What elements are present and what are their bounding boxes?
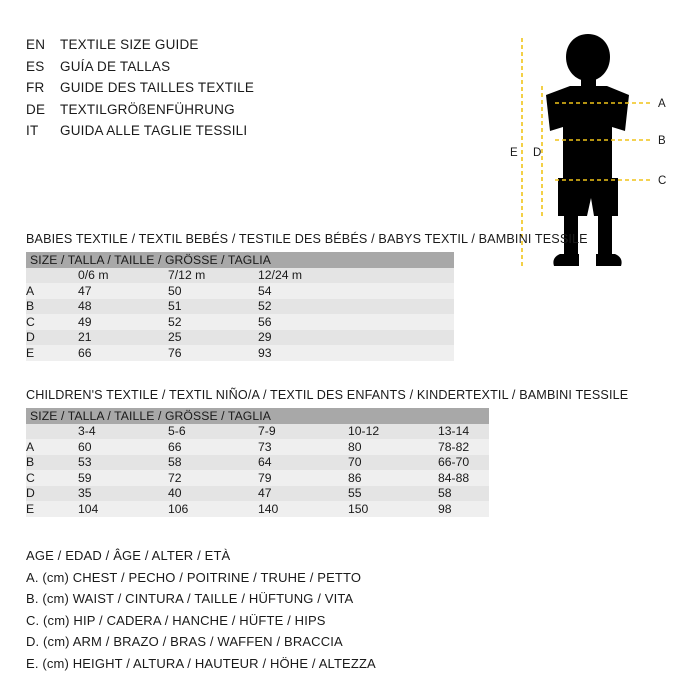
children-table-block	[26, 388, 674, 517]
cell-value: 52	[254, 299, 454, 315]
language-code: DE	[26, 101, 46, 117]
cell-value: 56	[254, 314, 454, 330]
cell-value: 55	[344, 486, 434, 502]
marker-E: E	[510, 147, 518, 159]
cell-value: 52	[164, 314, 254, 330]
cell-value: 66-70	[434, 455, 489, 471]
table-row	[26, 470, 489, 486]
column-header: 7/12 m	[164, 268, 254, 284]
cell-value: 104	[74, 501, 164, 517]
language-code: IT	[26, 123, 39, 138]
language-code: EN	[26, 37, 46, 52]
cell-value: 86	[344, 470, 434, 486]
size-header-cell: SIZE / TALLA / TAILLE / GRÖSSE / TAGLIA	[26, 252, 454, 268]
language-code: ES	[26, 58, 45, 74]
babies-size-table	[26, 252, 454, 361]
row-label: D	[26, 330, 74, 346]
column-header-empty	[26, 268, 74, 284]
cell-value: 66	[164, 439, 254, 455]
language-title: TEXTILGRÖßENFÜHRUNG	[60, 101, 235, 117]
legend-line: E. (cm) HEIGHT / ALTURA / HAUTEUR / HÖHE / ALTEZZA	[26, 655, 376, 671]
cell-value: 72	[164, 470, 254, 486]
table-header-row	[26, 252, 454, 268]
marker-A: A	[658, 98, 666, 110]
row-label: A	[26, 283, 74, 299]
language-header	[26, 34, 486, 142]
language-row	[26, 56, 486, 78]
cell-value: 84-88	[434, 470, 489, 486]
table-row	[26, 330, 454, 346]
cell-value: 35	[74, 486, 164, 502]
measurement-legend	[26, 545, 586, 674]
language-row	[26, 99, 486, 121]
column-header: 10-12	[344, 424, 434, 440]
table-row	[26, 299, 454, 315]
cell-value: 29	[254, 330, 454, 346]
cell-value: 59	[74, 470, 164, 486]
row-label: E	[26, 345, 74, 361]
cell-value: 47	[254, 486, 344, 502]
language-title: TEXTILE SIZE GUIDE	[60, 37, 199, 52]
column-header-empty	[26, 424, 74, 440]
cell-value: 98	[434, 501, 489, 517]
cell-value: 54	[254, 283, 454, 299]
column-header: 12/24 m	[254, 268, 454, 284]
language-title: GUÍA DE TALLAS	[60, 58, 171, 74]
cell-value: 80	[344, 439, 434, 455]
column-header: 5-6	[164, 424, 254, 440]
table-row	[26, 501, 489, 517]
cell-value: 47	[74, 283, 164, 299]
cell-value: 76	[164, 345, 254, 361]
cell-value: 25	[164, 330, 254, 346]
babies-table-caption: BABIES TEXTILE / TEXTIL BEBÉS / TESTILE DES BÉBÉS / BABYS TEXTIL / BAMBINI TESSILE	[26, 232, 588, 246]
cell-value: 60	[74, 439, 164, 455]
table-row	[26, 314, 454, 330]
row-label: D	[26, 486, 74, 502]
legend-line: B. (cm) WAIST / CINTURA / TAILLE / HÜFTUNG / VITA	[26, 591, 354, 606]
cell-value: 93	[254, 345, 454, 361]
cell-value: 50	[164, 283, 254, 299]
cell-value: 78-82	[434, 439, 489, 455]
marker-D: D	[533, 147, 542, 159]
marker-B: B	[658, 135, 666, 147]
cell-value: 64	[254, 455, 344, 471]
row-label: A	[26, 439, 74, 455]
table-row	[26, 486, 489, 502]
language-row	[26, 77, 486, 99]
cell-value: 66	[74, 345, 164, 361]
cell-value: 140	[254, 501, 344, 517]
column-header: 3-4	[74, 424, 164, 440]
table-subheader-row	[26, 268, 454, 284]
cell-value: 21	[74, 330, 164, 346]
table-row	[26, 283, 454, 299]
cell-value: 51	[164, 299, 254, 315]
cell-value: 70	[344, 455, 434, 471]
children-size-table	[26, 408, 489, 517]
row-label: B	[26, 455, 74, 471]
language-row	[26, 120, 486, 142]
cell-value: 58	[434, 486, 489, 502]
babies-table-block	[26, 232, 674, 361]
column-header: 13-14	[434, 424, 489, 440]
row-label: C	[26, 314, 74, 330]
marker-C: C	[658, 175, 667, 187]
cell-value: 40	[164, 486, 254, 502]
legend-line: A. (cm) CHEST / PECHO / POITRINE / TRUHE / PETTO	[26, 569, 362, 585]
language-title: GUIDE DES TAILLES TEXTILE	[60, 80, 255, 95]
language-title: GUIDA ALLE TAGLIE TESSILI	[60, 123, 248, 138]
legend-line: D. (cm) ARM / BRAZO / BRAS / WAFFEN / BRACCIA	[26, 634, 343, 649]
row-label: C	[26, 470, 74, 486]
cell-value: 58	[164, 455, 254, 471]
language-code: FR	[26, 80, 45, 95]
table-row	[26, 455, 489, 471]
cell-value: 73	[254, 439, 344, 455]
cell-value: 150	[344, 501, 434, 517]
legend-line: AGE / EDAD / ÂGE / ALTER / ETÀ	[26, 548, 231, 563]
table-row	[26, 345, 454, 361]
cell-value: 49	[74, 314, 164, 330]
cell-value: 53	[74, 455, 164, 471]
language-row	[26, 34, 486, 56]
size-header-cell: SIZE / TALLA / TAILLE / GRÖSSE / TAGLIA	[26, 408, 489, 424]
table-header-row	[26, 408, 489, 424]
column-header: 0/6 m	[74, 268, 164, 284]
table-subheader-row	[26, 424, 489, 440]
column-header: 7-9	[254, 424, 344, 440]
cell-value: 79	[254, 470, 344, 486]
row-label: B	[26, 299, 74, 315]
row-label: E	[26, 501, 74, 517]
cell-value: 48	[74, 299, 164, 315]
table-row	[26, 439, 489, 455]
children-table-caption: CHILDREN'S TEXTILE / TEXTIL NIÑO/A / TEXTIL DES ENFANTS / KINDERTEXTIL / BAMBINI TESSILE	[26, 388, 629, 402]
legend-line: C. (cm) HIP / CADERA / HANCHE / HÜFTE / HIPS	[26, 612, 326, 628]
cell-value: 106	[164, 501, 254, 517]
